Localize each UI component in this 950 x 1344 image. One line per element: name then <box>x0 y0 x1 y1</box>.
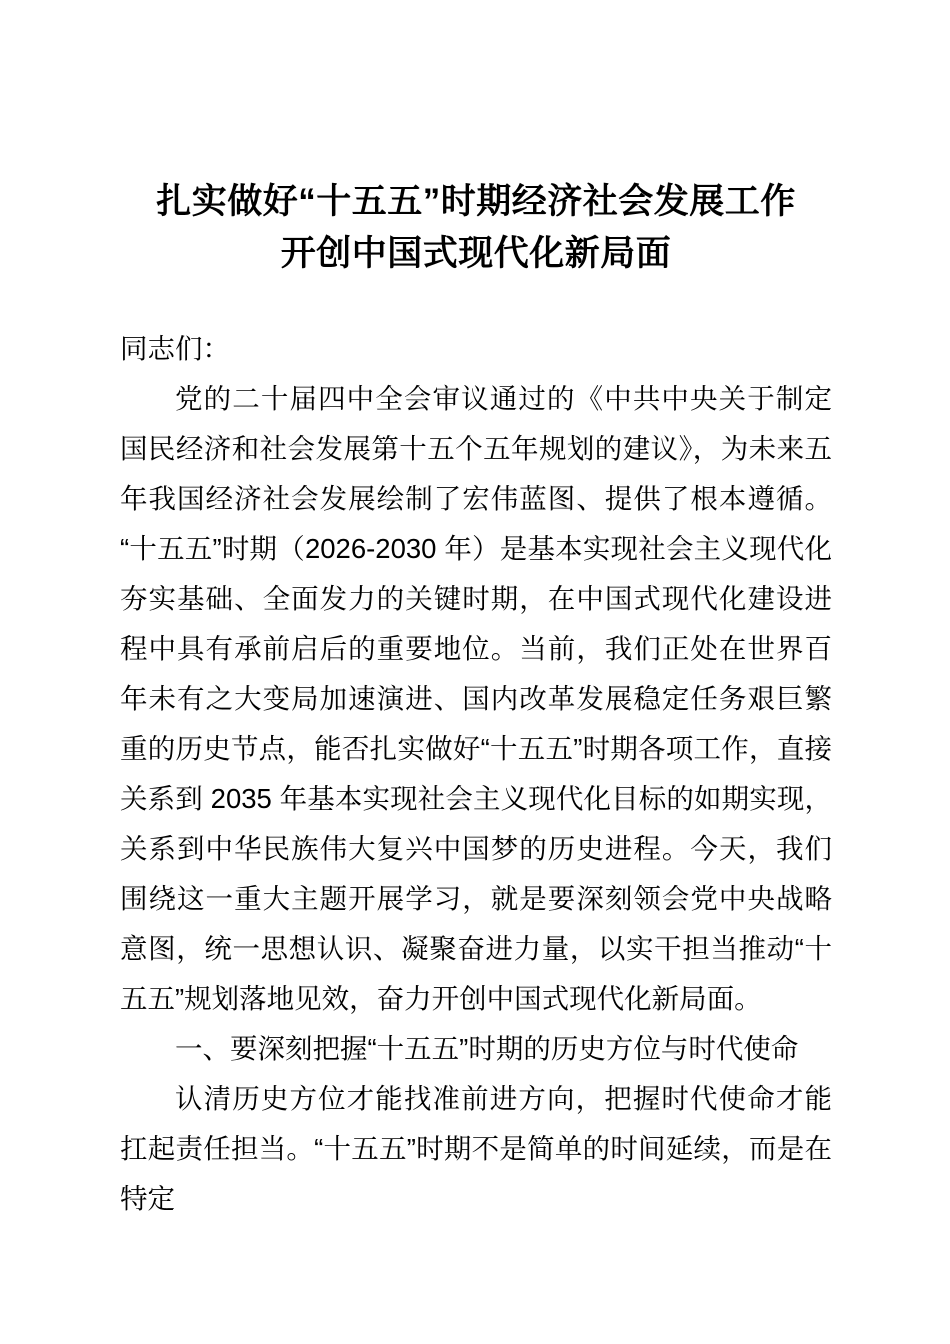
document-content <box>120 0 832 1224</box>
section-one-paragraph: 认清历史方位才能找准前进方向，把握时代使命才能扛起责任担当。“十五五”时期不是简单的时间延续，而是在特定 <box>120 1083 832 1214</box>
page-title-line-2: 开创中国式现代化新局面 <box>280 234 672 273</box>
document-body <box>120 324 832 1224</box>
section-heading-one: 一、要深刻把握“十五五”时期的历史方位与时代使命 <box>175 1033 799 1064</box>
page-title-line-1: 扎实做好“十五五”时期经济社会发展工作 <box>156 182 796 221</box>
paragraph-intro: 党的二十届四中全会审议通过的《中共中央关于制定国民经济和社会发展第十五个五年规划的建议》，为未来五年我国经济社会发展绘制了宏伟蓝图、提供了根本遵循。“十五五”时期（2026-2030 年）是基本实现社会主义现代化夯实基础、全面发力的关键时期，在中国式现代化建设进程中具有承前启后的重要地位。当前，我们正处在世界百年未有之大变局加速演进、国内改革发展稳定任务艰巨繁重的历史节点，能否扎实做好“十五五”时期各项工作，直接关系到 2035 年基本实现社会主义现代化目标的如期实现，关系到中华民族伟大复兴中国梦的历史进程。今天，我们围绕这一重大主题开展学习，就是要深刻领会党中央战略意图，统一思想认识、凝聚奋进力量，以实干担当推动“十五五”规划落地见效，奋力开创中国式现代化新局面。 <box>120 383 832 1014</box>
page-title <box>120 0 832 280</box>
salutation: 同志们： <box>120 333 230 364</box>
